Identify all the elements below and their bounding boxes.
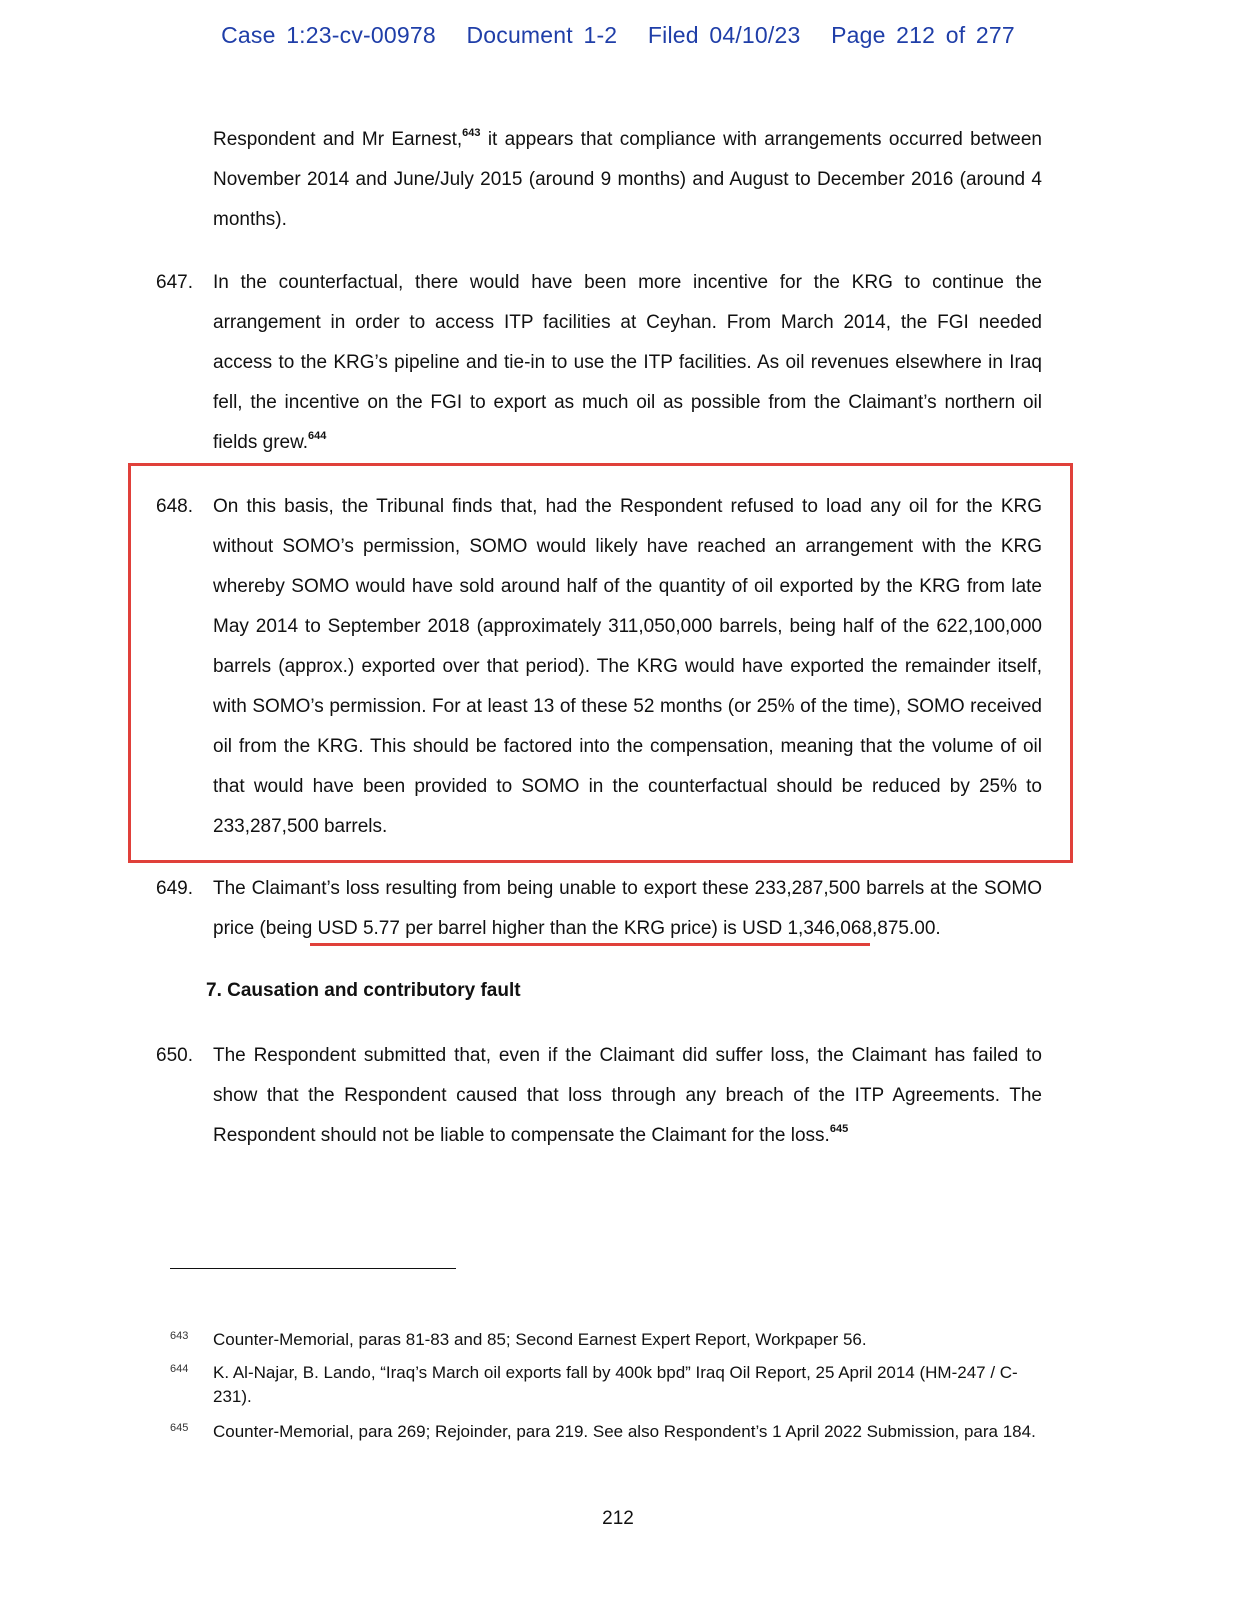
footnote-number: 643 — [170, 1330, 189, 1342]
page-number: 212 — [602, 1508, 634, 1529]
footnote-number: 645 — [170, 1422, 189, 1434]
page-indicator: Page 212 of 277 — [831, 22, 1015, 48]
footnote-ref-644[interactable]: 644 — [308, 430, 327, 442]
filed-date: Filed 04/10/23 — [647, 22, 801, 48]
case-number: Case 1:23-cv-00978 — [221, 22, 436, 48]
footnote-text: Counter-Memorial, para 269; Rejoinder, para 219. See also Respondent’s 1 April 2022 Submission, para 184. — [213, 1422, 1036, 1441]
paragraph-number: 649. — [156, 878, 193, 899]
paragraph-number: 648. — [156, 496, 193, 517]
highlight-underline — [310, 943, 870, 946]
document-number: Document 1-2 — [466, 22, 618, 48]
footnote-separator — [170, 1268, 456, 1269]
section-heading: 7. Causation and contributory fault — [206, 980, 521, 1001]
footnote-text: Counter-Memorial, paras 81-83 and 85; Second Earnest Expert Report, Workpaper 56. — [213, 1330, 867, 1349]
continuation-text-after: it appears that compliance with arrangements occurred between November 2014 and June/July 2015 (around 9 months) and August to December 2016 (around 4 months). — [213, 129, 1042, 230]
footnote-ref-643[interactable]: 643 — [462, 127, 481, 139]
paragraph-text: In the counterfactual, there would have been more incentive for the KRG to continue the arrangement in order to access ITP facilities at Ceyhan. From March 2014, the FGI needed access to the KRG’s pipeline and tie-in to use the ITP facilities. As oil revenues elsewhere in Iraq fell, the incentive on the FGI to export as much oil as possible from the Claimant’s northern oil fields grew.$^{644}$ — [213, 272, 1042, 453]
footnote-ref-645[interactable]: 645 — [829, 1123, 849, 1135]
continuation-paragraph — [213, 120, 1042, 240]
paragraph-number: 650. — [156, 1045, 193, 1066]
continuation-text-before: Respondent and Mr Earnest, — [213, 129, 463, 150]
paragraph-text: The Respondent submitted that, even if the Claimant did suffer loss, the Claimant has failed to show that the Respondent caused that loss through any breach of the ITP Agreements. The Respondent should not be liable to compensate the Claimant for the loss.$^{645}$ — [213, 1045, 1042, 1146]
case-header — [0, 22, 1236, 49]
paragraph-number: 647. — [156, 272, 193, 293]
paragraph-text: The Claimant’s loss resulting from being unable to export these 233,287,500 barrels at the SOMO price (being USD 5.77 per barrel higher than the KRG price) is USD 1,346,068,875.00. — [213, 878, 1042, 939]
footnote-text: K. Al-Najar, B. Lando, “Iraq’s March oil exports fall by 400k bpd” Iraq Oil Report, 25 April 2014 (HM-247 / C-231). — [213, 1363, 1018, 1406]
paragraph-text: On this basis, the Tribunal finds that, had the Respondent refused to load any oil for the KRG without SOMO’s permission, SOMO would likely have reached an arrangement with the KRG whereby SOMO would have sold around half of the quantity of oil exported by the KRG from late May 2014 to September 2018 (approximately 311,050,000 barrels, being half of the 622,100,000 barrels (approx.) exported over that period). The KRG would have exported the remainder itself, with SOMO’s permission. For at least 13 of these 52 months (or 25% of the time), SOMO received oil from the KRG. This should be factored into the compensation, meaning that the volume of oil that would have been provided to SOMO in the counterfactual should be reduced by 25% to 233,287,500 barrels. — [213, 496, 1042, 837]
footnote-number: 644 — [170, 1363, 189, 1375]
